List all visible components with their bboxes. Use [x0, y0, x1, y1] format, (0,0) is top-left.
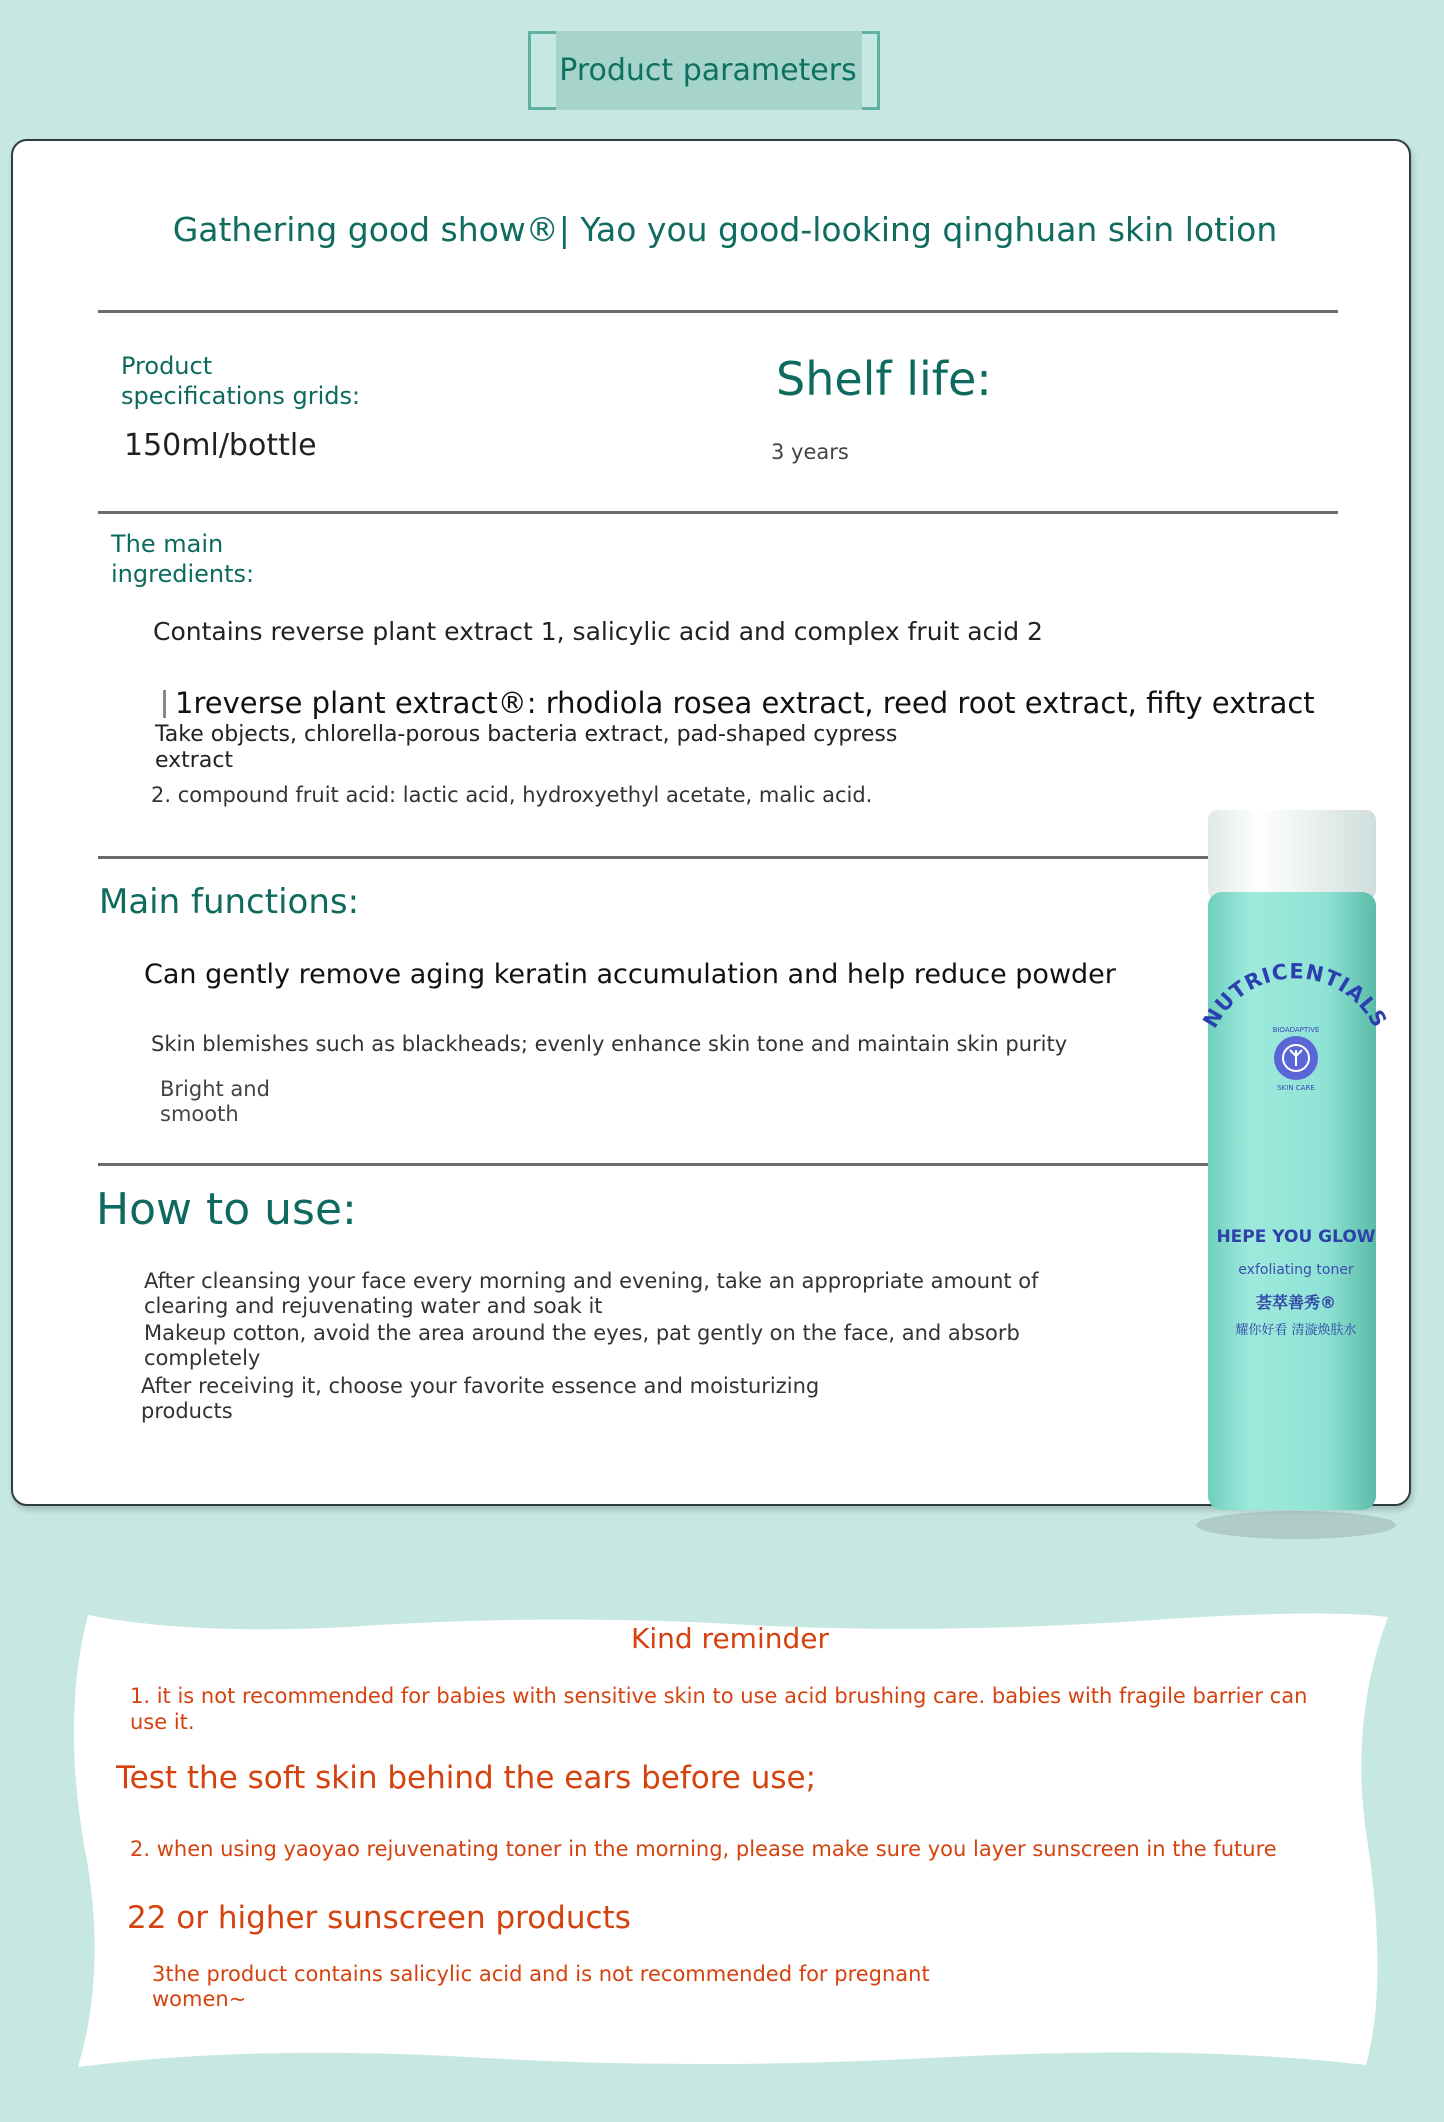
bottle-seal-top: BIOADAPTIVE — [1272, 1026, 1320, 1034]
functions-subline: Bright and — [160, 1077, 270, 1101]
usage-step — [141, 1374, 819, 1424]
reminder-line: 22 or higher sunscreen products — [127, 1900, 631, 1936]
spec-value: 150ml/bottle — [124, 428, 317, 463]
usage-subline: Makeup cotton, avoid the area around the eyes, pat gently on the face, and absorb — [144, 1321, 1020, 1345]
divider — [98, 856, 1208, 859]
reminder-line: Test the soft skin behind the ears before use; — [116, 1760, 817, 1796]
ingredients-label — [111, 529, 254, 589]
spec-label-line: Product — [121, 352, 213, 380]
ingredients-subline: Take objects, chlorella-porous bacteria extract, pad-shaped cypress — [155, 722, 898, 747]
bottle-cap — [1208, 810, 1376, 900]
usage-step — [144, 1269, 1039, 1319]
usage-subline: After cleansing your face every morning and evening, take an appropriate amount of — [144, 1269, 1039, 1293]
reminder-subline: 3the product contains salicylic acid and is not recommended for pregnant — [152, 1962, 930, 1986]
header-badge-title: Product parameters — [559, 53, 857, 88]
bottle-brand-text: NUTRICENTIALS — [1198, 959, 1392, 1032]
ingredients-subline: extract — [155, 748, 234, 768]
usage-step — [144, 1321, 1020, 1371]
ingredients-line — [155, 722, 897, 768]
reminder-subline: 1. it is not recommended for babies with sensitive skin to use acid brushing care. babies with fragile barrier can — [130, 1684, 1308, 1708]
product-title: Gathering good show®| Yao you good-looking qinghuan skin lotion — [172, 210, 1278, 249]
reminder-line — [130, 1683, 1350, 1735]
ingredients-line: 2. compound fruit acid: lactic acid, hydroxyethyl acetate, malic acid. — [151, 783, 873, 807]
bottle-seal-bottom: SKIN CARE — [1277, 1084, 1315, 1092]
spec-label — [121, 351, 360, 411]
reminder-subline: women~ — [152, 1987, 247, 2011]
usage-heading: How to use: — [96, 1184, 357, 1235]
reminder-line — [152, 1962, 930, 2012]
divider — [98, 511, 1338, 514]
reminder-subline: use it. — [130, 1710, 195, 1734]
usage-subline: After receiving it, choose your favorite essence and moisturizing — [141, 1374, 820, 1398]
shelf-life-label: Shelf life: — [776, 352, 992, 406]
bottle-cn-brand: 荟萃善秀® — [1255, 1293, 1337, 1312]
bottle-cn-name: 耀你好看 清漩焕肤水 — [1235, 1323, 1357, 1338]
toner-bottle-image — [1196, 800, 1396, 1540]
ingredients-label-line: ingredients: — [111, 560, 255, 588]
text-cursor-mark — [163, 690, 166, 718]
functions-line: Skin blemishes such as blackheads; evenly enhance skin tone and maintain skin purity — [151, 1032, 1068, 1056]
bottle-subtitle: exfoliating toner — [1238, 1262, 1354, 1278]
bottle-product-name: HEPE YOU GLOW — [1216, 1227, 1376, 1247]
functions-line: Can gently remove aging keratin accumulation and help reduce powder — [144, 959, 1116, 990]
spec-label-line: specifications grids: — [121, 382, 361, 410]
ingredients-line: 1reverse plant extract®: rhodiola rosea extract, reed root extract, fifty extract — [175, 686, 1315, 720]
usage-subline: completely — [144, 1346, 261, 1370]
divider — [98, 1163, 1208, 1166]
ingredients-label-line: The main — [111, 530, 224, 558]
ingredients-line: Contains reverse plant extract 1, salicylic acid and complex fruit acid 2 — [153, 617, 1043, 646]
divider — [98, 310, 1338, 313]
usage-subline: products — [141, 1399, 233, 1423]
reminder-heading: Kind reminder — [631, 1622, 829, 1655]
usage-subline: clearing and rejuvenating water and soak it — [144, 1294, 603, 1318]
reminder-line: 2. when using yaoyao rejuvenating toner in the morning, please make sure you layer sunscreen in the future — [130, 1837, 1277, 1861]
functions-heading: Main functions: — [99, 882, 360, 922]
functions-line — [160, 1077, 270, 1127]
shelf-life-value: 3 years — [771, 440, 849, 464]
functions-subline: smooth — [160, 1102, 239, 1126]
